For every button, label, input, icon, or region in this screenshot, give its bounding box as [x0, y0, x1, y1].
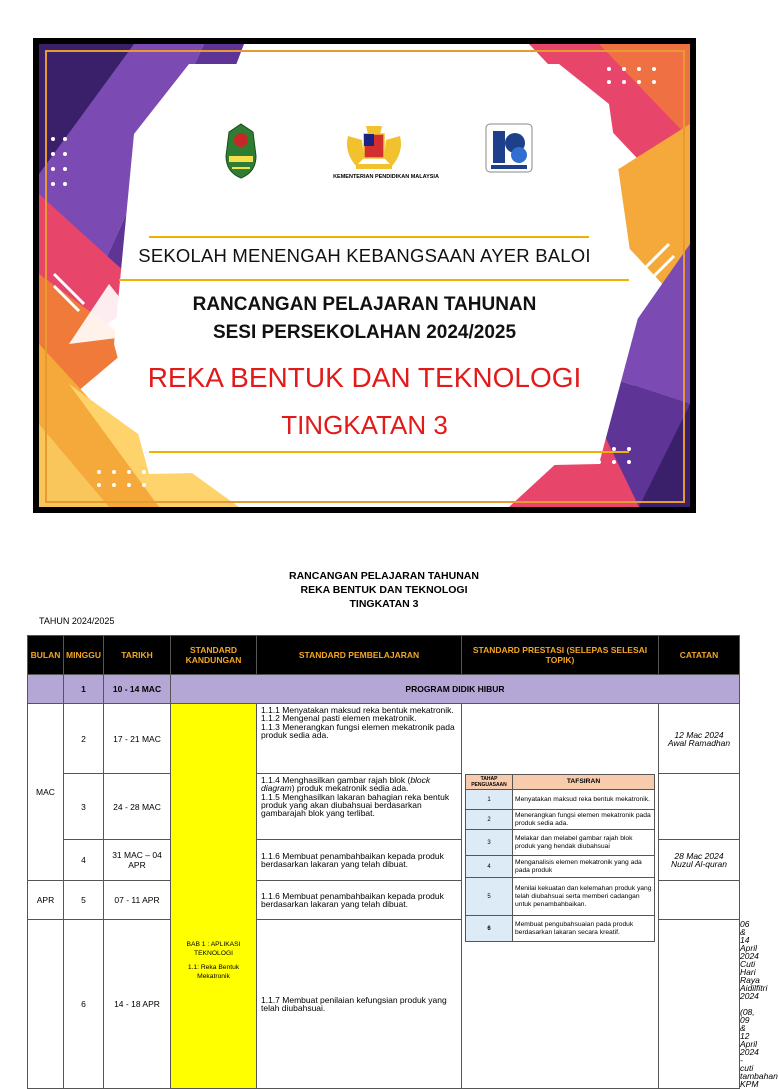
tp-description: Menerangkan fungsi elemen mekatronik pada produk sedia ada. [513, 810, 655, 830]
tarikh-cell: 10 - 14 MAC [104, 675, 171, 704]
tp-header: TAHAP PENGUASAAN [466, 775, 513, 790]
sp-item: 1.1.4 Menghasilkan gambar rajah blok (block diagram) produk mekatronik sedia ada. [261, 775, 431, 794]
header-standard-kandungan: STANDARD KANDUNGAN [171, 636, 257, 675]
sp-cell: 1.1.7 Membuat penilaian kefungsian produk yang telah diubahsuai. [257, 920, 462, 1089]
program-cell: PROGRAM DIDIK HIBUR [171, 675, 740, 704]
catatan-cell [659, 774, 740, 840]
bulan-cell [28, 675, 64, 704]
tarikh-cell: 07 - 11 APR [104, 881, 171, 920]
note-date: 28 Mac 2024 [674, 851, 724, 861]
tafsiran-header: TAFSIRAN [513, 775, 655, 790]
catatan-cell [659, 881, 740, 920]
tp-level: 2 [466, 810, 513, 830]
header-minggu: MINGGU [64, 636, 104, 675]
tp-description: Menilai kekuatan dan kelemahan produk yang telah diubahsuai serta memberi cadangan untuk penambahbaikan. [513, 878, 655, 916]
plan-title-line1: RANCANGAN PELAJARAN TAHUNAN [192, 294, 537, 315]
divider-line [119, 279, 629, 281]
note-event: Awal Ramadhan [667, 737, 731, 748]
standard-prestasi-cell [462, 704, 659, 1089]
catatan-cell [659, 840, 740, 881]
tp-description: Menyatakan maksud reka bentuk mekatronik. [513, 790, 655, 810]
tp-level: 1 [466, 790, 513, 810]
minggu-cell: 3 [64, 774, 104, 840]
school-crest-icon [223, 122, 259, 180]
bulan-cell [28, 920, 64, 1089]
note-event: Nuzul Al-quran [671, 859, 727, 869]
sp-cell: 1.1.6 Membuat penambahbaikan kepada produk berdasarkan lakaran yang telah dibuat. [257, 881, 462, 920]
divider-line [149, 236, 589, 238]
minggu-cell: 4 [64, 840, 104, 881]
plan-title-line2: SESI PERSEKOLAHAN 2024/2025 [212, 322, 517, 343]
doc-title-line2: REKA BENTUK DAN TEKNOLOGI [300, 584, 468, 596]
sp-cell: 1.1.6 Membuat penambahbaikan kepada produk berdasarkan lakaran yang telah dibuat. [257, 840, 462, 881]
header-catatan: CATATAN [659, 636, 740, 675]
sp-item: 1.1.5 Menghasilkan lakaran bahagian reka bentuk produk yang akan diubahsuai berdasarkan gambarajah blok yang terlibat. [261, 791, 450, 819]
tarikh-cell: 24 - 28 MAC [104, 774, 171, 840]
tp-level: 3 [466, 830, 513, 856]
tarikh-cell: 14 - 18 APR [104, 920, 171, 1089]
prestasi-empty-cell [659, 920, 740, 1089]
doc-title-line1: RANCANGAN PELAJARAN TAHUNAN [289, 570, 479, 582]
header-bulan: BULAN [28, 636, 64, 675]
header-standard-prestasi: STANDARD PRESTASI (SELEPAS SELESAI TOPIK) [462, 636, 659, 675]
cover-page [33, 38, 696, 513]
tp-description: Melakar dan melabel gambar rajah blok produk yang hendak diubahsuai [513, 830, 655, 856]
standard-kandungan-cell [171, 704, 257, 1089]
plan-title [39, 291, 690, 347]
subject-title: REKA BENTUK DAN TEKNOLOGI [147, 362, 582, 393]
ministry-label: KEMENTERIAN PENDIDIKAN MALAYSIA [333, 174, 439, 180]
sk-chapter: BAB 1 : APLIKASI TEKNOLOGI [186, 941, 241, 957]
table-header-row [28, 636, 740, 675]
tarikh-cell: 17 - 21 MAC [104, 704, 171, 774]
catatan-cell [659, 704, 740, 774]
sp-cell [257, 704, 462, 774]
school-emblem-icon [485, 123, 533, 173]
cover-card [39, 44, 690, 507]
lesson-plan-table [27, 635, 778, 1089]
table-row [28, 675, 740, 704]
bulan-cell: APR [28, 881, 64, 920]
sp-item: 1.1.1 Menyatakan maksud reka bentuk mekatronik. [261, 705, 454, 715]
tp-level: 6 [466, 916, 513, 942]
sk-topic: 1.1: Reka Bentuk Mekatronik [187, 964, 240, 980]
minggu-cell: 5 [64, 881, 104, 920]
note-date: 12 Mac 2024 [674, 729, 724, 740]
tp-level: 5 [466, 878, 513, 916]
school-name: SEKOLAH MENENGAH KEBANGSAAN AYER BALOI [138, 245, 591, 266]
bulan-cell: MAC [28, 704, 64, 881]
header-tarikh: TARIKH [104, 636, 171, 675]
divider-line [149, 451, 629, 453]
tarikh-cell: 31 MAC – 04 APR [104, 840, 171, 881]
ministry-coat-of-arms-icon [342, 122, 406, 172]
tp-description: Menganalisis elemen mekatronik yang ada pada produk [513, 856, 655, 878]
tp-level: 4 [466, 856, 513, 878]
sp-cell [257, 774, 462, 840]
form-title: TINGKATAN 3 [281, 410, 448, 440]
header-standard-pembelajaran: STANDARD PEMBELAJARAN [257, 636, 462, 675]
year-label: TAHUN 2024/2025 [39, 616, 115, 626]
minggu-cell: 6 [64, 920, 104, 1089]
tp-description: Membuat pengubahsuaian pada produk berdasarkan lakaran secara kreatif. [513, 916, 655, 942]
table-row: 6 14 - 18 APR 1.1.7 Membuat penilaian kefungsian produk yang telah diubahsuai. 06 & 14 April 2024 Cuti Hari Raya Aidilfitri 2024 (08, 09 & 12 April 2024 - cuti tambahan KPM [28, 920, 740, 1089]
sp-item: 1.1.3 Menerangkan fungsi elemen mekatronik pada produk sedia ada. [261, 721, 455, 740]
minggu-cell: 2 [64, 704, 104, 774]
minggu-cell: 1 [64, 675, 104, 704]
prestasi-table [465, 774, 655, 942]
document-title [0, 569, 768, 611]
doc-title-line3: TINGKATAN 3 [349, 598, 419, 610]
table-row [28, 704, 740, 774]
sp-item: 1.1.2 Mengenal pasti elemen mekatronik. [261, 713, 417, 724]
